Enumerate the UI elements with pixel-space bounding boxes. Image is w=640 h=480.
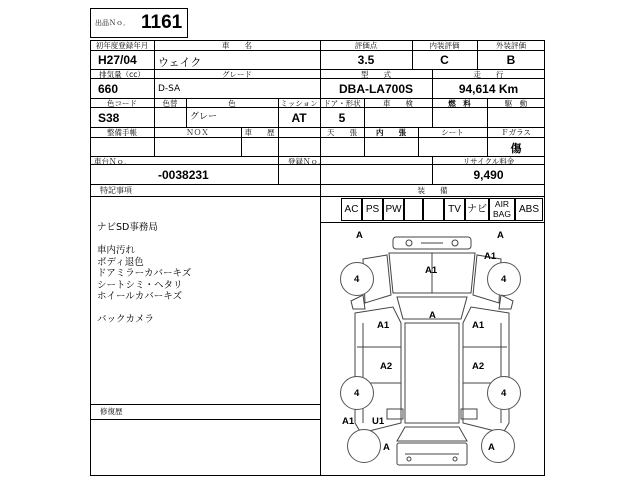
- damage-rear-r: A2: [472, 361, 485, 372]
- damage-door-r: A1: [472, 320, 485, 331]
- hdr-interior-score: 内装評価: [429, 41, 460, 50]
- remark-line: バックカメラ: [97, 314, 155, 325]
- equipment-label: TV: [448, 204, 461, 215]
- lot-number: 1161: [141, 12, 183, 33]
- equipment-label: AC: [344, 204, 359, 215]
- hdr-recycle-fee: リサイクル料金: [462, 157, 515, 166]
- equipment-label: AIR BAG: [493, 199, 511, 219]
- damage-rear-bottom-r: A: [488, 442, 495, 453]
- hdr-displacement: 排気量（cc）: [99, 70, 145, 79]
- hdr-mileage: 走 行: [473, 70, 504, 79]
- score-value: 3.5: [357, 53, 375, 67]
- grade-value: D-SA: [158, 84, 181, 94]
- damage-fender-r: A1: [484, 251, 497, 262]
- equipment-label: PW: [385, 204, 402, 215]
- recycle-fee-value: 9,490: [473, 168, 504, 182]
- remark-line: 車内汚れ: [97, 245, 136, 256]
- damage-rear-l: A2: [380, 361, 393, 372]
- damage-front-right: A: [497, 230, 504, 241]
- color-value: グレー: [190, 112, 218, 122]
- equipment-label: ナビ: [467, 204, 487, 215]
- remark-line: ホイールカバーキズ: [97, 291, 183, 302]
- hdr-inspection: 車 検: [383, 99, 413, 108]
- hdr-equipment: 装 備: [417, 186, 448, 195]
- hdr-grade: グレード: [222, 70, 252, 79]
- damage-front-left: A: [356, 230, 363, 241]
- equipment-label: PS: [365, 204, 380, 215]
- damage-wheel-fr: 4: [501, 274, 507, 285]
- hdr-roof: 天 張: [327, 128, 357, 137]
- remark-line: ドアミラーカバーキズ: [97, 268, 192, 279]
- hdr-car-name: 車 名: [222, 41, 252, 50]
- damage-rear-bumper-l: A1: [342, 416, 355, 427]
- hdr-exterior-score: 外装評価: [496, 41, 526, 50]
- remark-line: [97, 303, 191, 315]
- hdr-nox: ＮＯＸ: [186, 128, 209, 137]
- damage-hood: A1: [425, 265, 438, 276]
- spare-wheel-l: [347, 429, 381, 463]
- displacement-value: 660: [98, 82, 119, 96]
- hdr-maintenance: 整備手帳: [107, 128, 137, 137]
- damage-rear-lamp: U1: [372, 416, 385, 427]
- mileage-value: 94,614 Km: [458, 82, 519, 96]
- hdr-doors-shape: ドア・形状: [323, 99, 361, 108]
- car-name-value: ウェイク: [158, 56, 202, 69]
- damage-wheel-rl: 4: [354, 388, 360, 399]
- hdr-score: 評価点: [354, 41, 378, 50]
- remark-line: シートシミ・ヘタリ: [97, 279, 183, 291]
- interior-score-value: C: [440, 53, 449, 67]
- hdr-reg-no: 登録Ｎｏ．: [288, 157, 326, 166]
- hdr-upholstery: 内 張: [376, 128, 406, 137]
- exterior-score-value: B: [506, 53, 516, 67]
- remark-line: ボディ退色: [97, 256, 144, 268]
- equipment-cell: [404, 198, 423, 221]
- damage-door-l: A1: [377, 320, 390, 331]
- remarks-list: [97, 222, 191, 326]
- hdr-remarks: 特記事項: [100, 186, 132, 195]
- transmission-value: AT: [291, 111, 307, 125]
- first-reg-value: H27/04: [98, 53, 137, 67]
- hdr-color: 色: [228, 99, 236, 108]
- equipment-cell: [423, 198, 444, 221]
- remark-line: [97, 234, 191, 246]
- remark-line: ナビSD事務局: [97, 222, 158, 233]
- hdr-history: 車 歴: [244, 128, 275, 137]
- equipment-label: ABS: [518, 204, 539, 215]
- doors-value: 5: [338, 111, 346, 125]
- hdr-fuel: 燃 料: [448, 99, 471, 108]
- spare-wheel-r: [481, 429, 515, 463]
- damage-wheel-rr: 4: [501, 388, 507, 399]
- hdr-model: 型 式: [361, 70, 391, 79]
- chassis-no-value: -0038231: [158, 168, 209, 182]
- damage-roof: A: [429, 310, 436, 321]
- hdr-seat: シート: [441, 128, 464, 137]
- hdr-first-reg: 初年度登録年月: [95, 41, 149, 50]
- model-value: DBA-LA700S: [338, 82, 413, 96]
- hdr-color-change: 色替: [162, 99, 178, 108]
- damage-wheel-fl: 4: [354, 274, 360, 285]
- hdr-color-code: 色コード: [107, 99, 137, 108]
- hdr-glass: Ｆガラス: [501, 128, 531, 137]
- hdr-drive: 駆 動: [504, 99, 528, 108]
- color-code-value: S38: [98, 111, 120, 125]
- hdr-chassis-no: 車台Ｎｏ．: [94, 157, 132, 166]
- hdr-repair: 修復歴: [100, 407, 123, 416]
- glass-value: 傷: [510, 142, 522, 155]
- hdr-transmission: ミッション: [280, 99, 318, 108]
- damage-rear-bottom-l: A: [383, 442, 390, 453]
- lot-label: 出品Ｎｏ．: [95, 19, 130, 27]
